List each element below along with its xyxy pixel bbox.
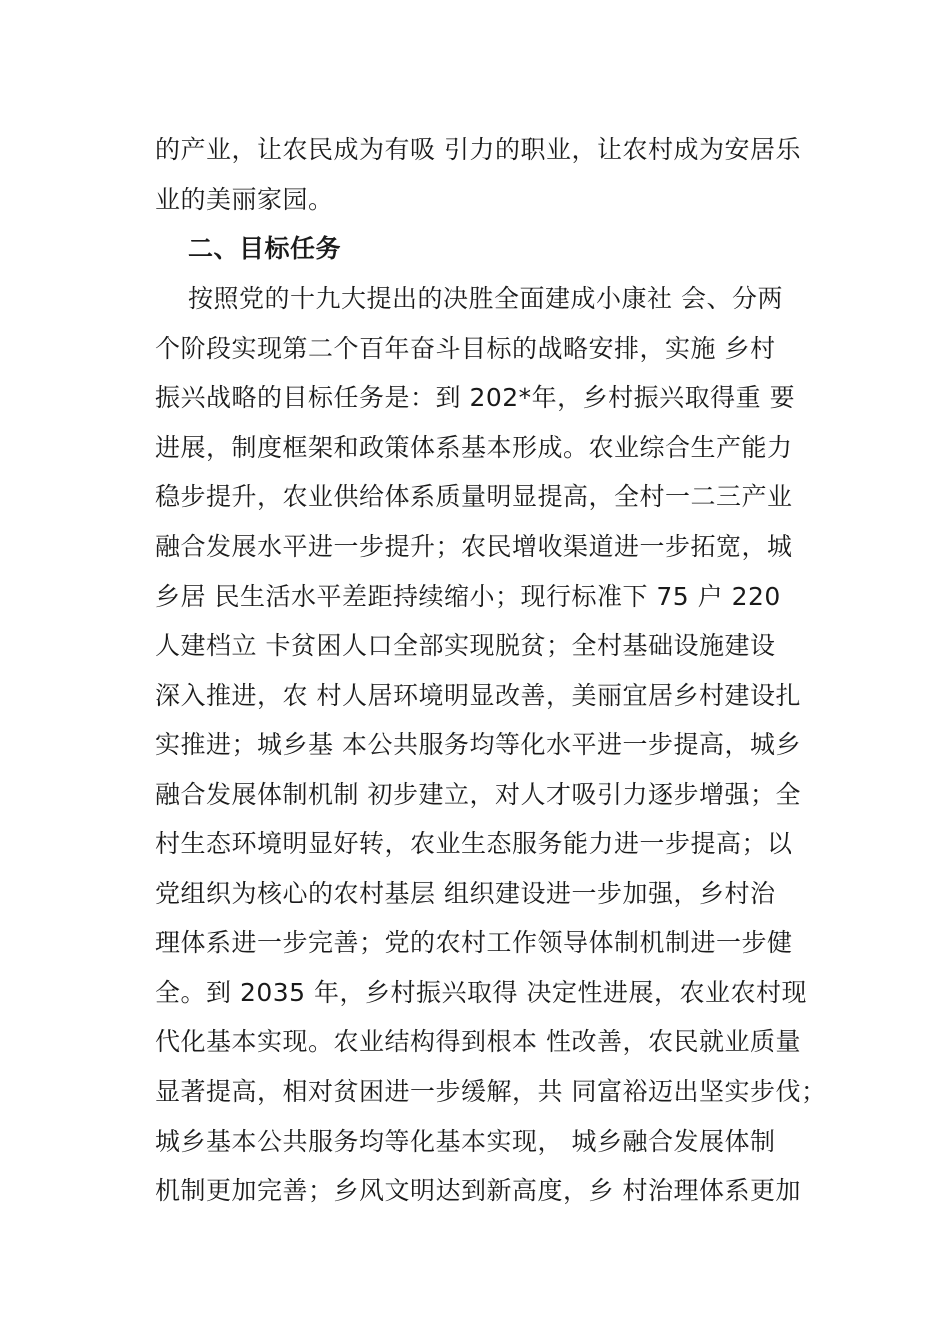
text-line: 显著提高，相对贫困进一步缓解，共 同富裕迈出坚实步伐； <box>155 1077 827 1106</box>
text-line: 城乡基本公共服务均等化基本实现， 城乡融合发展体制 <box>155 1127 776 1156</box>
text-line: 机制更加完善；乡风文明达到新高度，乡 村治理体系更加 <box>155 1176 801 1205</box>
text-line: 人建档立 卡贫困人口全部实现脱贫；全村基础设施建设 <box>155 631 776 660</box>
text-line: 进展，制度框架和政策体系基本形成。农业综合生产能力 <box>155 433 793 462</box>
text-line: 稳步提升，农业供给体系质量明显提高，全村一二三产业 <box>155 482 793 511</box>
text-line: 个阶段实现第二个百年奋斗目标的战略安排，实施 乡村 <box>155 334 776 363</box>
text-line: 振兴战略的目标任务是：到 202*年，乡村振兴取得重 要 <box>155 383 796 412</box>
text-line: 融合发展水平进一步提升；农民增收渠道进一步拓宽，城 <box>155 532 793 561</box>
text-line: 实推进；城乡基 本公共服务均等化水平进一步提高，城乡 <box>155 730 801 759</box>
text-line: 全。到 2035 年，乡村振兴取得 决定性进展，农业农村现 <box>155 978 807 1007</box>
text-line: 乡居 民生活水平差距持续缩小；现行标准下 75 户 220 <box>155 582 781 611</box>
text-line: 村生态环境明显好转，农业生态服务能力进一步提高；以 <box>155 829 793 858</box>
text-line: 理体系进一步完善；党的农村工作领导体制机制进一步健 <box>155 928 793 957</box>
text-line: 融合发展体制机制 初步建立，对人才吸引力逐步增强；全 <box>155 780 801 809</box>
text-line: 深入推进，农 村人居环境明显改善，美丽宜居乡村建设扎 <box>155 681 801 710</box>
text-line: 按照党的十九大提出的决胜全面建成小康社 会、分两 <box>188 284 783 313</box>
text-line: 业的美丽家园。 <box>155 185 334 214</box>
text-line: 党组织为核心的农村基层 组织建设进一步加强，乡村治 <box>155 879 776 908</box>
text-line: 代化基本实现。农业结构得到根本 性改善，农民就业质量 <box>155 1027 801 1056</box>
section-heading: 二、目标任务 <box>188 234 342 263</box>
text-line: 的产业，让农民成为有吸 引力的职业，让农村成为安居乐 <box>155 135 801 164</box>
